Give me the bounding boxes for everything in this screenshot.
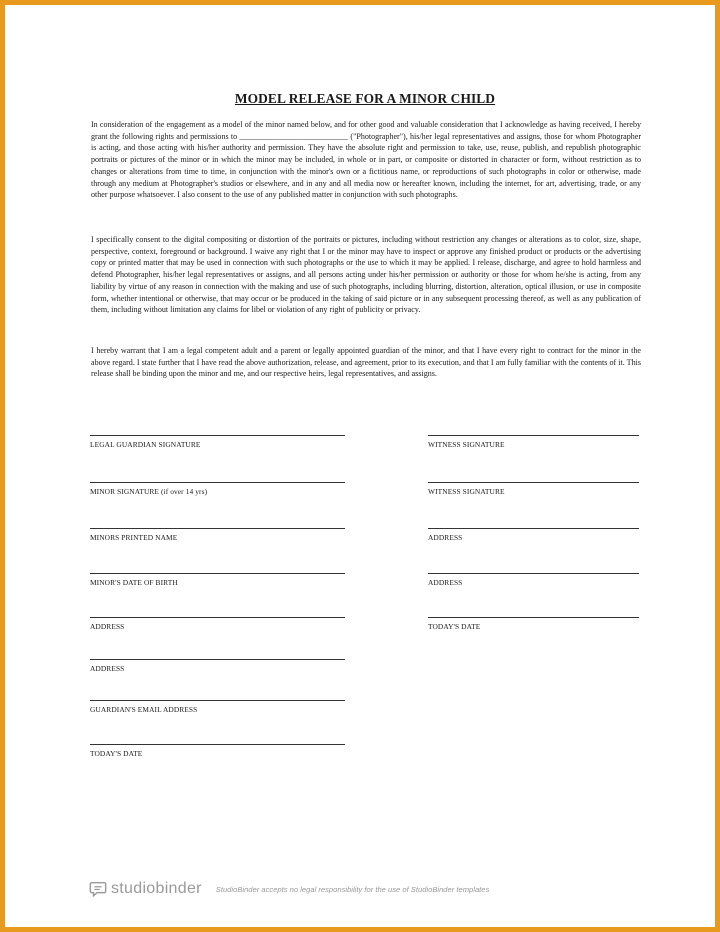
field-label: WITNESS SIGNATURE bbox=[428, 487, 505, 496]
paragraph-grant: In consideration of the engagement as a model of the minor named below, and for other good and valuable consideration that I acknowledge as having received, I hereby grant the following rights and permissions to ___________________________ ("Photographer"), his/her legal representatives and assigns, those for whom Photographer is acting, and those acting with his/her authority and permission. They have the absolute right and permission to take, use, reuse, publish, and republish photographic portraits or pictures of the minor or in which the minor may be included, in whole or in part, or composite or distorted in character or form, without restriction as to changes or alterations from time to time, in conjunction with the minor's own or a fictitious name, or reproductions of such photographs in color or otherwise, made through any medium at Photographer's studios or elsewhere, and in any and all media now or hereafter known, including the internet, for art, advertising, trade, or any other purpose whatsoever. I also consent to the use of any published matter in conjunction with such photographs. bbox=[91, 120, 641, 200]
signature-line bbox=[90, 617, 345, 618]
address-field-2[interactable] bbox=[90, 659, 345, 673]
witness-address-field-1[interactable] bbox=[428, 528, 639, 542]
signature-line bbox=[90, 659, 345, 660]
witness-signature-field-2[interactable] bbox=[428, 482, 639, 496]
field-label: ADDRESS bbox=[90, 664, 125, 673]
signature-line bbox=[90, 700, 345, 701]
guardian-signature-field[interactable] bbox=[90, 435, 345, 449]
paragraph-consent: I specifically consent to the digital compositing or distortion of the portraits or pictures, including without restriction any changes or alterations as to color, size, shape, perspective, context, foreground or background. I waive any right that I or the minor may have to inspect or approve any finished product or products or the advertising copy or printed matter that may be used in connection with such photographs or the use to which it may be applied. I release, discharge, and agree to hold harmless and defend Photographer, his/her legal representatives or assigns, and all persons acting under his/her permission or authority or those for whom he/she is acting, from any liability by virtue of any reason in connection with the making and use of such photographs, including blurring, distortion, alteration, optical illusion, or use in composite form, whether intentional or otherwise, that may occur or be produced in the taking of said picture or in any subsequent processing thereof, as well as any publication of them, including without limitation any claims for libel or violation of any right of publicity or privacy. bbox=[91, 235, 641, 315]
signature-line bbox=[90, 435, 345, 436]
signature-line bbox=[428, 617, 639, 618]
footer-disclaimer: StudioBinder accepts no legal responsibility for the use of StudioBinder templates bbox=[215, 884, 490, 894]
paragraph-warranty: I hereby warrant that I am a legal competent adult and a parent or legally appointed guardian of the minor, and that I have every right to contract for the minor in the above regard. I state further that I have read the above authorization, release, and agreement, prior to its execution, and that I am fully familiar with the contents of it. This release shall be binding upon the minor and me, and our respective heirs, legal representatives, and assigns. bbox=[91, 346, 641, 379]
studiobinder-logo-icon bbox=[89, 880, 107, 898]
address-field-1[interactable] bbox=[90, 617, 345, 631]
todays-date-field-left[interactable] bbox=[90, 744, 345, 758]
signature-line bbox=[90, 528, 345, 529]
studiobinder-brand: studiobinder bbox=[111, 880, 202, 897]
witness-address-field-2[interactable] bbox=[428, 573, 639, 587]
signature-line bbox=[90, 482, 345, 483]
signature-line bbox=[428, 435, 639, 436]
field-label: MINOR'S DATE OF BIRTH bbox=[90, 578, 178, 587]
footer bbox=[89, 879, 489, 899]
signature-line bbox=[428, 528, 639, 529]
field-label: GUARDIAN'S EMAIL ADDRESS bbox=[90, 705, 198, 714]
field-label: ADDRESS bbox=[428, 533, 463, 542]
minor-printed-name-field[interactable] bbox=[90, 528, 345, 542]
field-label: ADDRESS bbox=[428, 578, 463, 587]
signature-line bbox=[90, 573, 345, 574]
signature-line bbox=[428, 482, 639, 483]
guardian-email-field[interactable] bbox=[90, 700, 345, 714]
minor-signature-field[interactable] bbox=[90, 482, 345, 496]
field-label: LEGAL GUARDIAN SIGNATURE bbox=[90, 440, 201, 449]
field-label: TODAY'S DATE bbox=[90, 749, 143, 758]
field-label: TODAY'S DATE bbox=[428, 622, 481, 631]
field-label: ADDRESS bbox=[90, 622, 125, 631]
minor-date-of-birth-field[interactable] bbox=[90, 573, 345, 587]
field-label: MINOR SIGNATURE (if over 14 yrs) bbox=[90, 487, 208, 496]
field-label: MINORS PRINTED NAME bbox=[90, 533, 178, 542]
witness-signature-field-1[interactable] bbox=[428, 435, 639, 449]
field-label: WITNESS SIGNATURE bbox=[428, 440, 505, 449]
signature-line bbox=[90, 744, 345, 745]
todays-date-field-right[interactable] bbox=[428, 617, 639, 631]
document-title: MODEL RELEASE FOR A MINOR CHILD bbox=[234, 91, 496, 106]
signature-line bbox=[428, 573, 639, 574]
